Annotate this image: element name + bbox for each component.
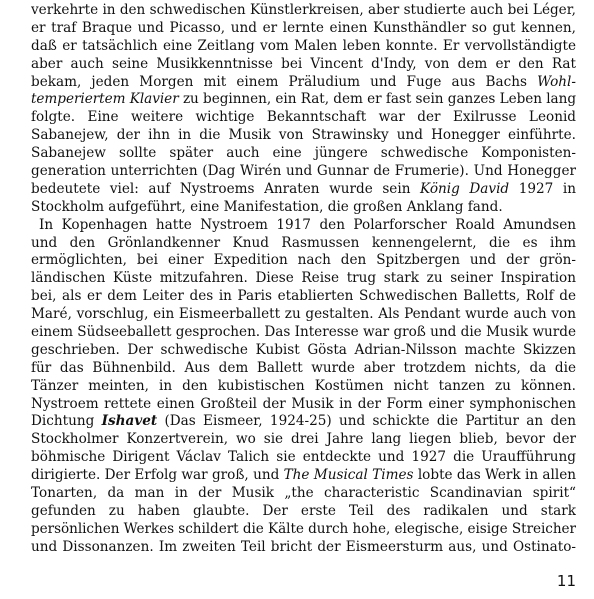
- text-line: In Kopenhagen hatte Nystroem 1917 den Polarforscher Roald Amundsen: [39, 216, 576, 233]
- text-line: er traf Braque und Picasso, und er lernte einen Kunsthändler so gut kennen,: [31, 19, 576, 36]
- text-line: bedeutete viel: auf Nystroems Anraten wurde sein König David 1927 in: [31, 180, 576, 197]
- page-number: 11: [556, 572, 576, 590]
- text-line: geschrieben. Der schwedische Kubist Gösta Adrian-Nilsson machte Skizzen: [31, 341, 576, 358]
- paragraph: [31, 217, 576, 557]
- text-line: Stockholm aufgeführt, eine Manifestation, die großen Anklang fand.: [31, 198, 503, 215]
- text-line: verkehrte in den schwedischen Künstlerkreisen, aber studierte auch bei Léger,: [31, 2, 576, 18]
- text-line: ländischen Küste mitzufahren. Diese Reise trug stark zu seiner Inspiration: [31, 270, 576, 287]
- text-line: ermöglichten, bei einer Expedition nach den Spitzbergen und der grön-: [31, 252, 576, 269]
- text-line: Nystroem rettete einen Großteil der Musik in der Form einer symphonischen: [31, 395, 576, 412]
- text-line: Dichtung Ishavet (Das Eismeer, 1924-25) und schickte die Partitur an den: [31, 413, 576, 430]
- text-line: Tonarten, da man in der Musik „the characteristic Scandinavian spirit“: [31, 485, 576, 502]
- paragraph: [31, 2, 576, 217]
- text-line: Stockholmer Konzertverein, wo sie drei Jahre lang liegen blieb, bevor der: [31, 431, 576, 448]
- text-line: gefunden zu haben glaubte. Der erste Teil des radikalen und stark: [31, 502, 576, 519]
- text-line: einem Südseeballett gesprochen. Das Interesse war groß und die Musik wurde: [31, 324, 576, 341]
- text-line: bei, als er dem Leiter des in Paris etablierten Schwedischen Balletts, Rolf de: [31, 288, 576, 305]
- text-line: und den Grönlandkenner Knud Rasmussen kennengelernt, die es ihm: [31, 234, 576, 251]
- text-line: daß er tatsächlich eine Zeitlang vom Malen leben konnte. Er vervollständigte: [31, 37, 576, 54]
- text-line: für das Bühnenbild. Aus dem Ballett wurde aber trotzdem nichts, da die: [31, 359, 576, 376]
- text-line: aber auch seine Musikkenntnisse bei Vincent d'Indy, von dem er den Rat: [31, 55, 576, 72]
- text-line: böhmische Dirigent Václav Talich sie entdeckte und 1927 die Uraufführung: [31, 449, 576, 466]
- text-line: dirigierte. Der Erfolg war groß, und The Musical Times lobte das Werk in allen: [31, 467, 576, 484]
- text-line: Sabanejew, der ihn in die Musik von Strawinsky und Honegger einführte.: [31, 127, 576, 144]
- text-line: temperiertem Klavier zu beginnen, ein Rat, dem er fast sein ganzes Leben lang: [31, 91, 576, 108]
- text-line: folgte. Eine weitere wichtige Bekanntschaft war der Exilrusse Leonid: [31, 109, 576, 126]
- text-line: bekam, jeden Morgen mit einem Präludium und Fuge aus Bachs Wohl-: [31, 73, 576, 90]
- text-line: Maré, vorschlug, ein Eismeerballett zu gestalten. Als Pendant wurde auch von: [31, 306, 576, 323]
- text-line: Sabanejew sollte später auch eine jüngere schwedische Komponisten-: [31, 145, 576, 162]
- text-line: und Dissonanzen. Im zweiten Teil bricht der Eismeersturm aus, und Ostinato-: [31, 538, 576, 555]
- body-text: [31, 2, 576, 557]
- text-line: persönlichen Werkes schildert die Kälte durch hohe, elegische, eisige Streicher: [31, 520, 576, 537]
- text-line: Tänzer meinten, in den kubistischen Kostümen nicht tanzen zu können.: [31, 377, 576, 394]
- text-line: generation unterrichten (Dag Wirén und Gunnar de Frumerie). Und Honegger: [31, 163, 576, 180]
